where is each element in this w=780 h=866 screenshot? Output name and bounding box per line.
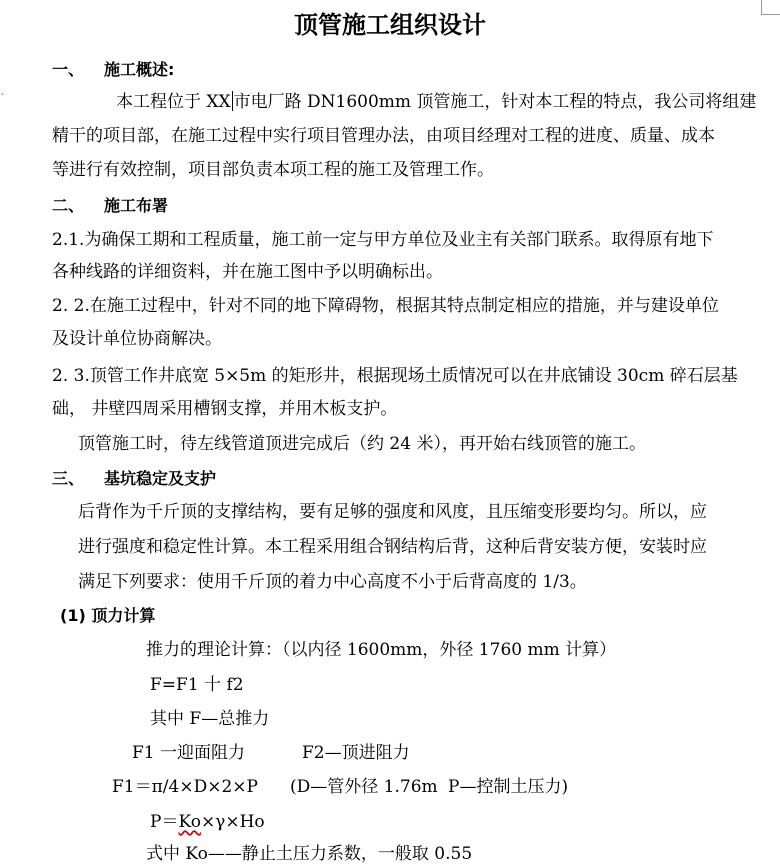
deploy-para-2b: 及设计单位协商解决。 bbox=[52, 329, 222, 349]
deploy-para-1a: 2.1.为确保工期和工程质量，施工前一定与甲方单位及业主有关部门联系。取得原有地下 bbox=[52, 230, 714, 250]
support-line-2: 进行强度和稳定性计算。本工程采用组合钢结构后背，这种后背安装方便，安装时应 bbox=[78, 537, 707, 557]
formula-pressure-lhs: P＝ bbox=[150, 812, 179, 832]
section-3-heading bbox=[52, 467, 216, 491]
deploy-para-1b: 各种线路的详细资料，并在施工图中予以明确标出。 bbox=[52, 262, 443, 282]
document-title: 顶管施工组织设计 bbox=[294, 10, 486, 39]
deploy-para-3a: 2. 3.顶管工作井底宽 5×5m 的矩形井，根据现场土质情况可以在井底铺设 30cm 碎石层基 bbox=[52, 366, 738, 386]
subsection-1-heading: (1) 顶力计算 bbox=[60, 606, 156, 625]
overview-line-3: 等进行有效控制，项目部负责本项工程的施工及管理工作。 bbox=[52, 160, 494, 180]
overview-line-1a: 本工程位于 XX bbox=[116, 92, 231, 112]
section-1-heading bbox=[52, 58, 174, 82]
section-2-title: 施工布署 bbox=[104, 196, 169, 215]
margin-marker: ˇ bbox=[0, 93, 5, 104]
formula-coefficient-note: 式中 Ko——静止土压力系数，一般取 0.55 bbox=[146, 844, 473, 864]
support-line-1: 后背作为千斤顶的支撑结构，要有足够的强度和风度，且压缩变形要均匀。所以，应 bbox=[78, 502, 707, 522]
text-cursor bbox=[232, 91, 233, 111]
overview-line-1b: 市电厂路 DN1600mm 顶管施工，针对本工程的特点，我公司将组建 bbox=[233, 92, 757, 112]
section-1-number: 一、 bbox=[52, 60, 85, 79]
section-1-title: 施工概述: bbox=[104, 60, 175, 79]
formula-d-note: (D—管外径 1.76m bbox=[290, 777, 438, 797]
formula-pressure-rhs: ×γ×Ho bbox=[200, 812, 265, 832]
overview-line-1 bbox=[116, 90, 756, 114]
formula-pressure bbox=[150, 810, 265, 834]
deploy-para-3b: 础， 井壁四周采用槽钢支撑，并用木板支护。 bbox=[52, 399, 398, 419]
formula-f2-definition: F2—顶进阻力 bbox=[302, 743, 410, 763]
formula-f1: F1＝π/4×D×2×P bbox=[112, 777, 258, 797]
calc-intro: 推力的理论计算：（以内径 1600mm，外径 1760 mm 计算） bbox=[146, 640, 617, 660]
formula-pressure-ko: Ko bbox=[178, 812, 201, 832]
overview-line-2: 精干的项目部，在施工过程中实行项目管理办法，由项目经理对工程的进度、质量、成本 bbox=[52, 126, 715, 146]
formula-f1-definition: F1 一迎面阻力 bbox=[132, 743, 246, 763]
deploy-para-4: 顶管施工时，待左线管道顶进完成后（约 24 米），再开始右线顶管的施工。 bbox=[78, 434, 646, 454]
section-3-number: 三、 bbox=[52, 469, 85, 488]
section-2-number: 二、 bbox=[52, 196, 85, 215]
formula-total-force: F=F1 十 f2 bbox=[150, 675, 244, 695]
deploy-para-2a: 2. 2.在施工过程中，针对不同的地下障碍物，根据其特点制定相应的措施，并与建设单位 bbox=[52, 296, 719, 316]
formula-p-note: P—控制土压力) bbox=[448, 777, 569, 797]
formula-definition-f: 其中 F—总推力 bbox=[150, 709, 270, 729]
support-line-3: 满足下列要求：使用千斤顶的着力中心高度不小于后背高度的 1/3。 bbox=[78, 572, 587, 592]
section-2-heading bbox=[52, 194, 168, 218]
section-3-title: 基坑稳定及支护 bbox=[104, 469, 217, 488]
